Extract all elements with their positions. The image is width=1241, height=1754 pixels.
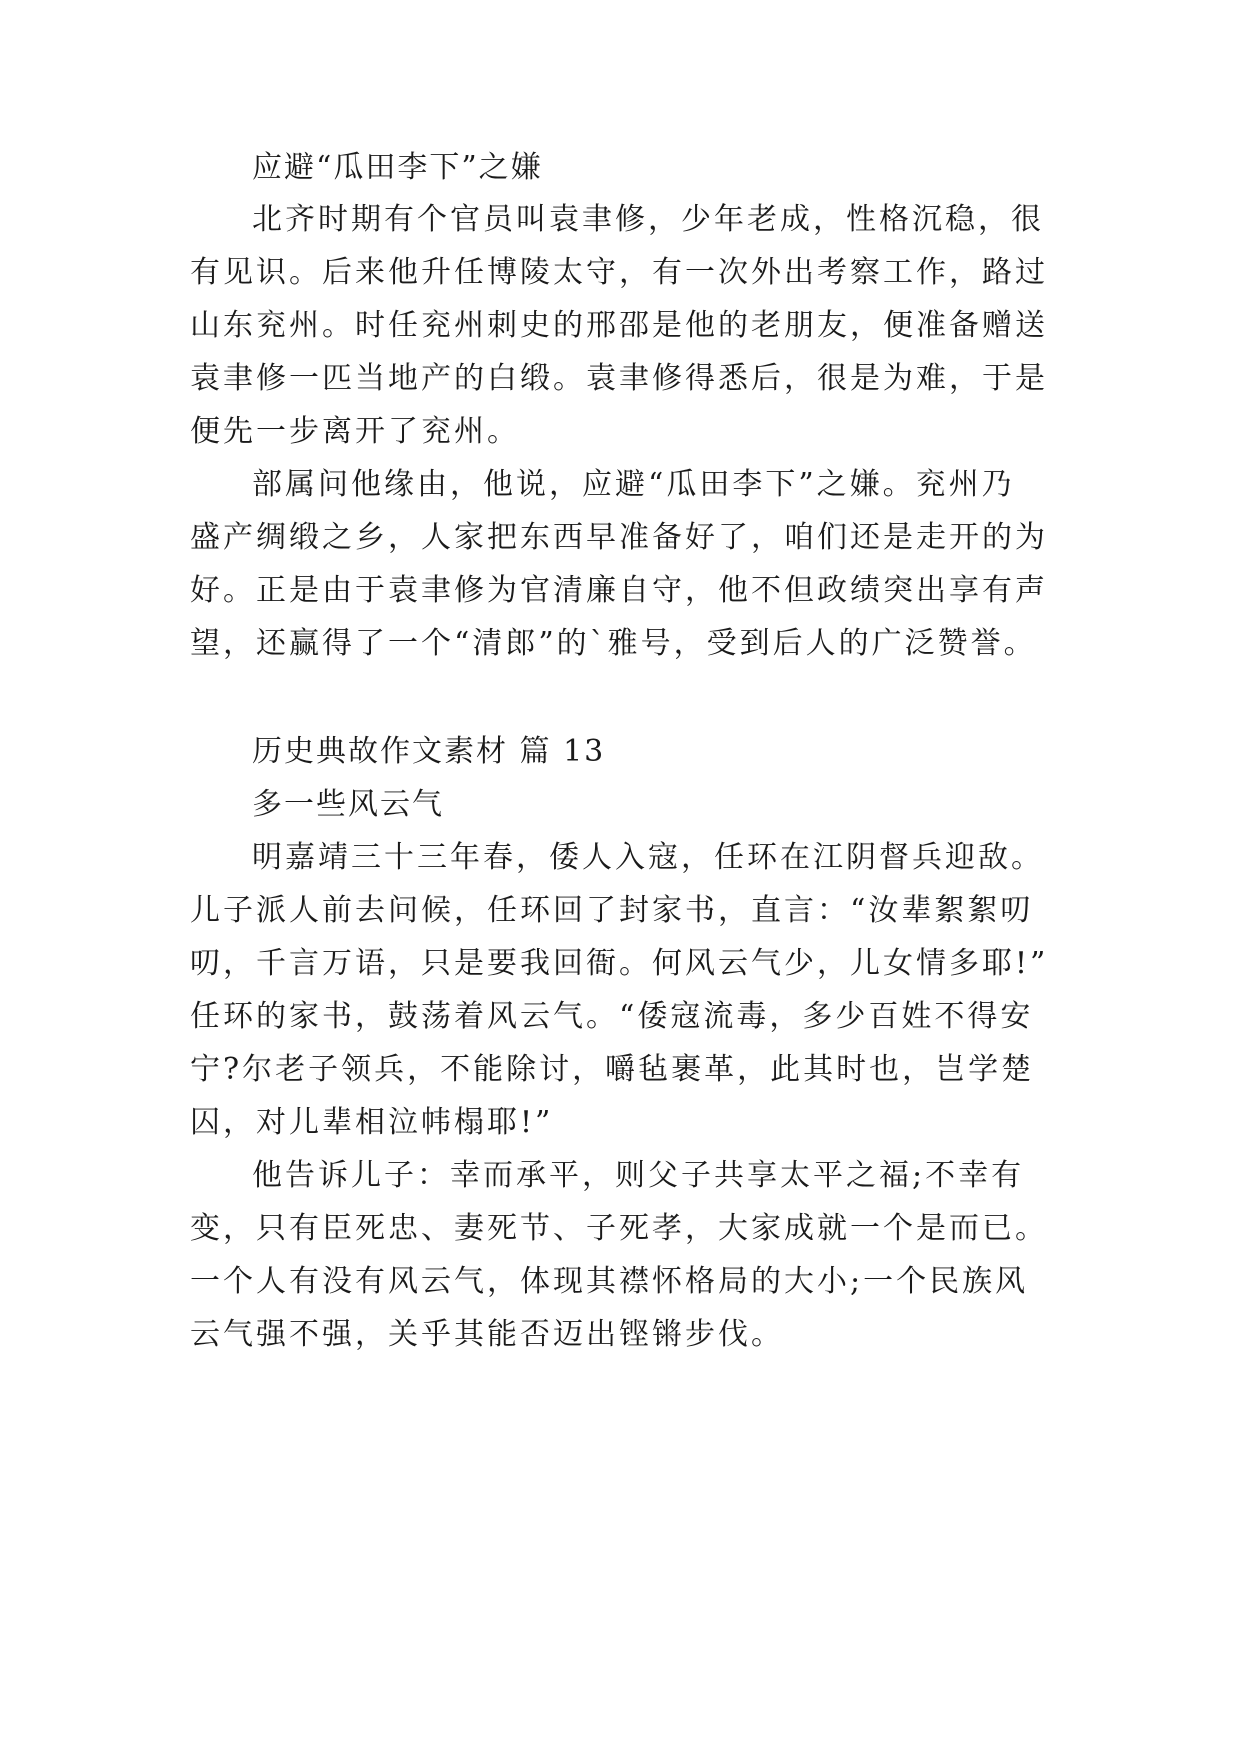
- paragraph-line: 好。正是由于袁聿修为官清廉自守，他不但政绩突出享有声: [190, 573, 1048, 608]
- section-title: 多一些风云气: [252, 787, 444, 822]
- paragraph-line: 北齐时期有个官员叫袁聿修，少年老成，性格沉稳，很: [252, 202, 1044, 237]
- paragraph-line: 变，只有臣死忠、妻死节、子死孝，大家成就一个是而已。: [190, 1211, 1048, 1246]
- paragraph-line: 盛产绸缎之乡，人家把东西早准备好了，咱们还是走开的为: [190, 520, 1048, 555]
- paragraph-line: 他告诉儿子：幸而承平，则父子共享太平之福;不幸有: [252, 1158, 1025, 1193]
- paragraph-line: 袁聿修一匹当地产的白缎。袁聿修得悉后，很是为难，于是: [190, 361, 1048, 396]
- chapter-heading: 历史典故作文素材 篇 13: [252, 734, 606, 769]
- section-title: 应避“瓜田李下”之嫌: [252, 150, 543, 185]
- paragraph-line: 部属问他缘由，他说，应避“瓜田李下”之嫌。兖州乃: [252, 467, 1015, 502]
- paragraph-line: 宁?尔老子领兵，不能除讨，嚼毡裹革，此其时也，岂学楚: [190, 1052, 1035, 1087]
- paragraph-line: 便先一步离开了兖州。: [190, 414, 520, 449]
- paragraph-line: 儿子派人前去问候，任环回了封家书，直言：“汝辈絮絮叨: [190, 893, 1034, 928]
- paragraph-line: 任环的家书，鼓荡着风云气。“倭寇流毒，多少百姓不得安: [190, 999, 1034, 1034]
- paragraph-line: 云气强不强，关乎其能否迈出铿锵步伐。: [190, 1317, 784, 1352]
- paragraph-line: 明嘉靖三十三年春，倭人入寇，任环在江阴督兵迎敌。: [252, 840, 1044, 875]
- paragraph-line: 一个人有没有风云气，体现其襟怀格局的大小;一个民族风: [190, 1264, 1029, 1299]
- paragraph-line: 囚，对儿辈相泣帏榻耶!”: [190, 1105, 554, 1140]
- paragraph-line: 山东兖州。时任兖州刺史的邢邵是他的老朋友，便准备赠送: [190, 308, 1048, 343]
- paragraph-line: 望，还赢得了一个“清郎”的`雅号，受到后人的广泛赞誉。: [190, 626, 1037, 661]
- paragraph-line: 有见识。后来他升任博陵太守，有一次外出考察工作，路过: [190, 255, 1048, 290]
- paragraph-line: 叨，千言万语，只是要我回衙。何风云气少，儿女情多耶!”: [190, 946, 1049, 981]
